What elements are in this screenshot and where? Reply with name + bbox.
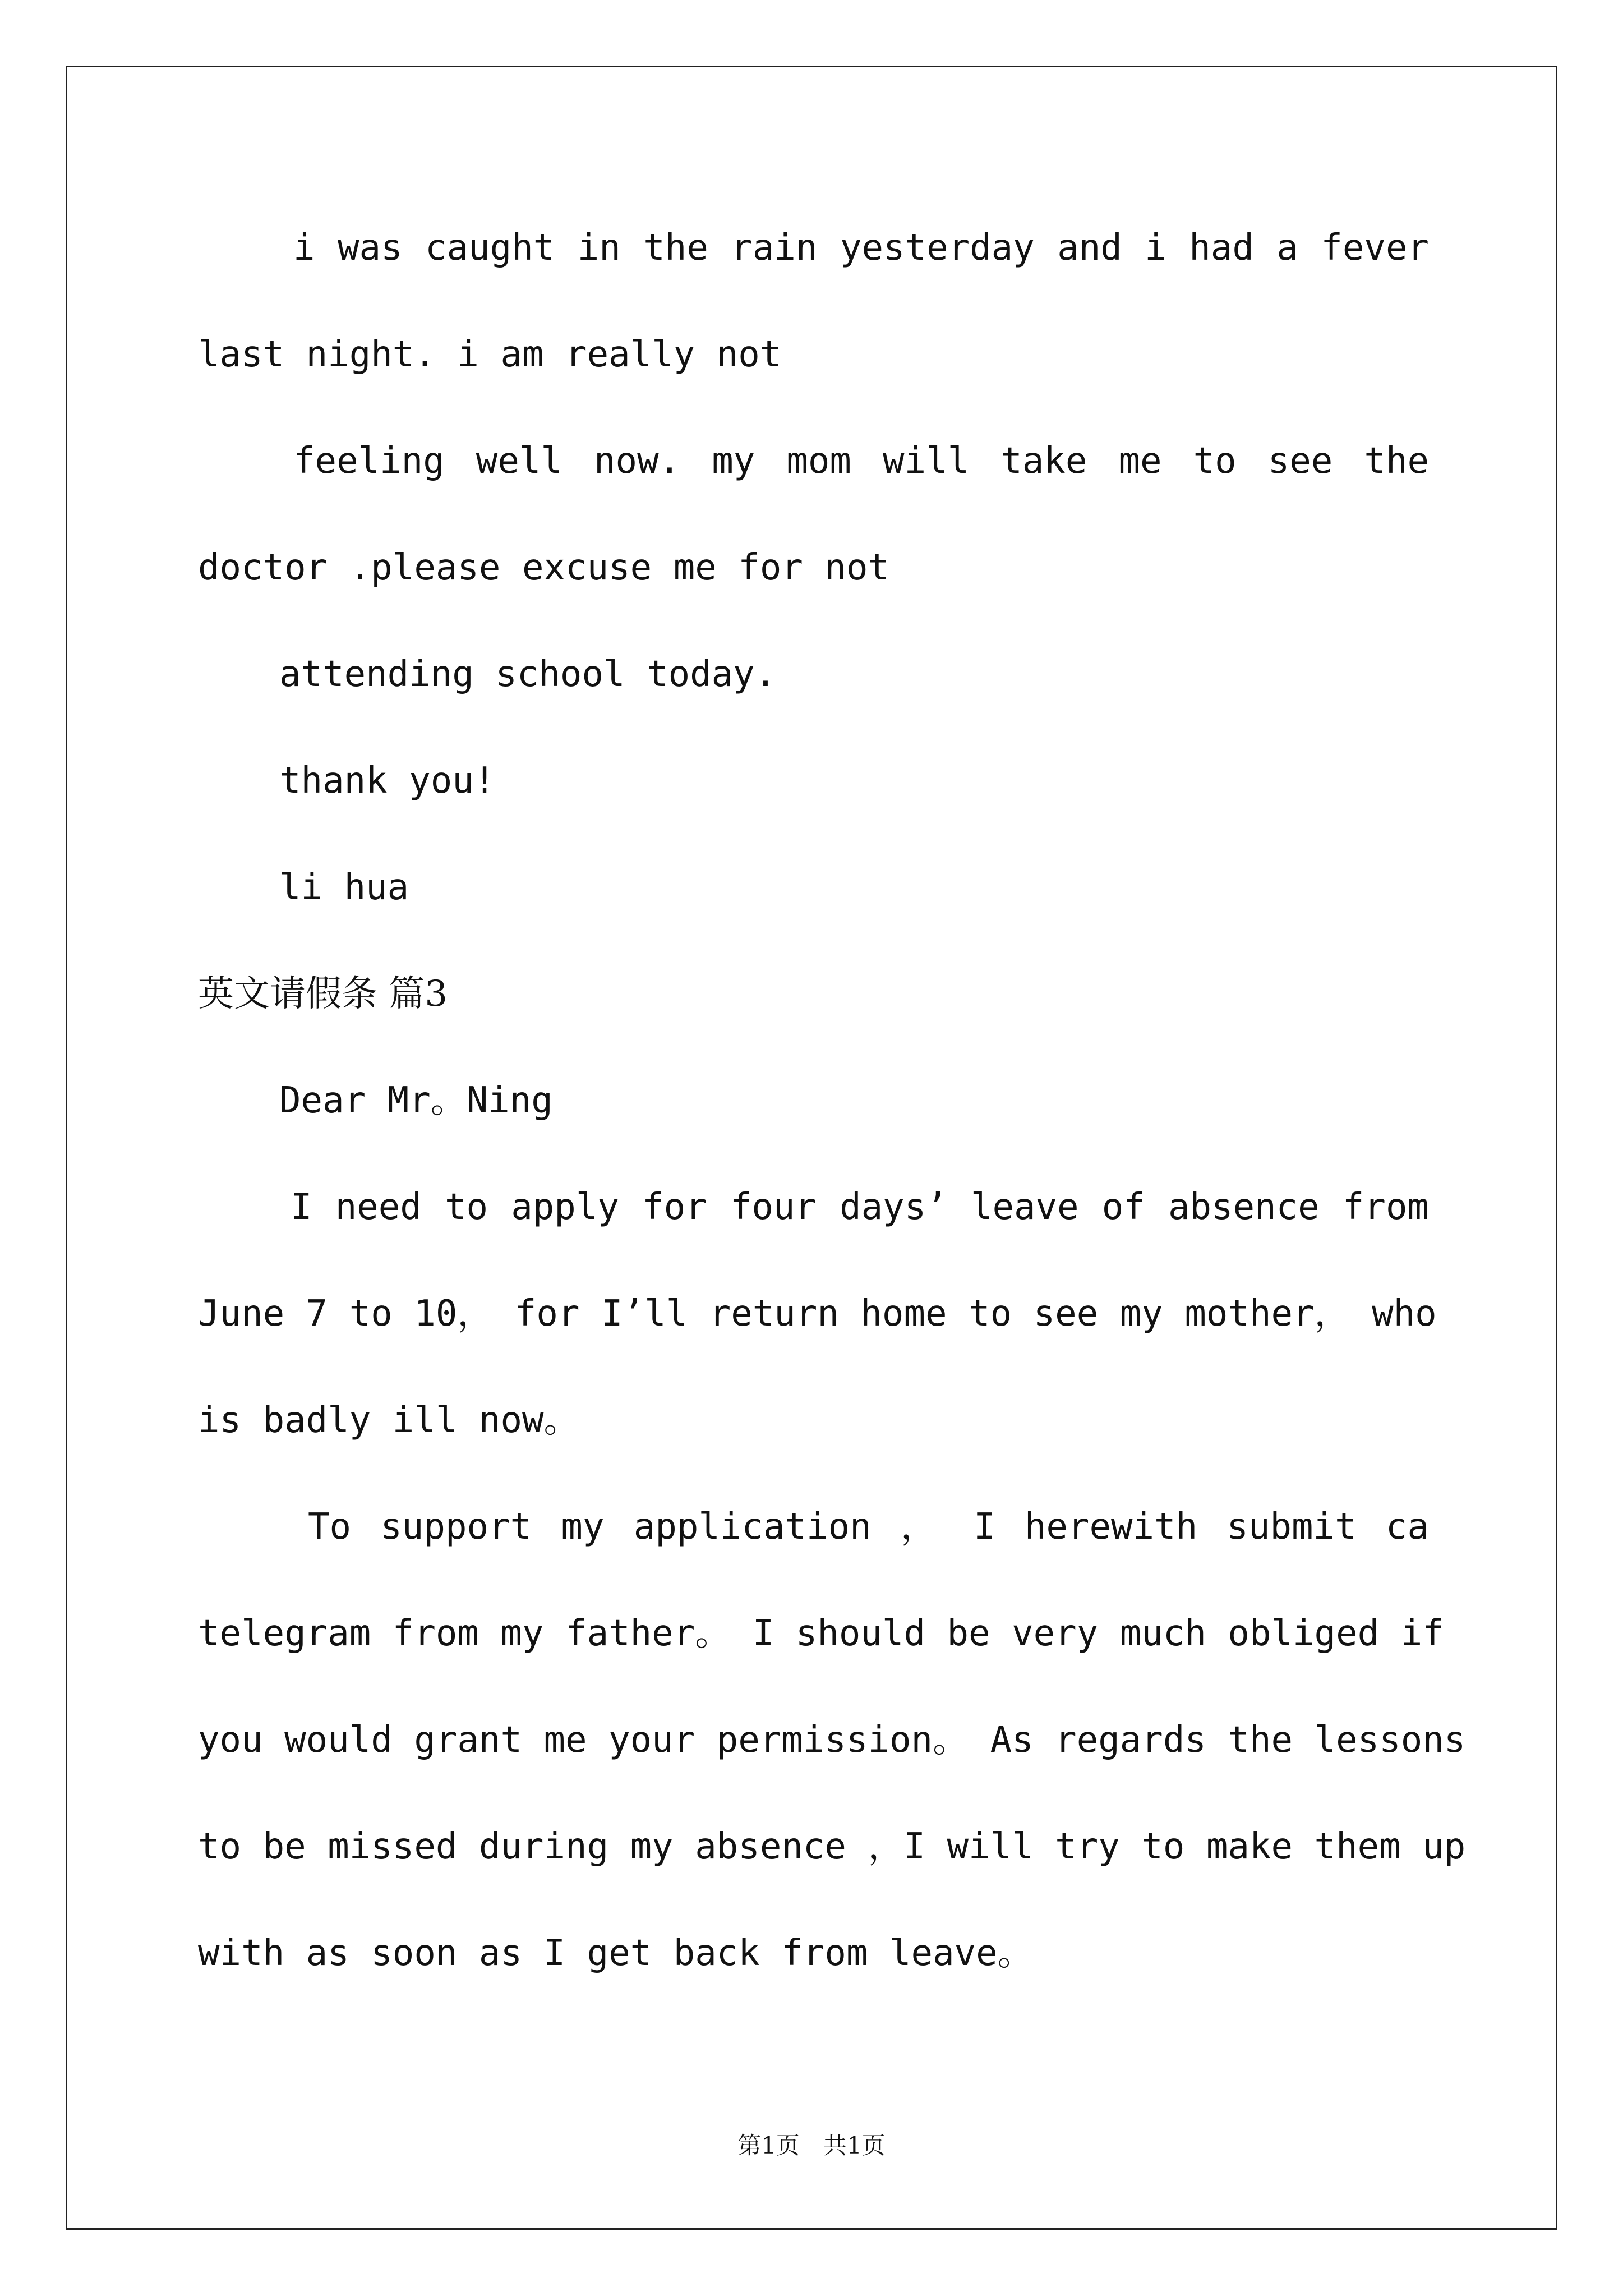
paragraph-line: last night. i am really not [198, 334, 782, 375]
paragraph-line: I need to apply for four days’ leave of absence from [291, 1186, 1429, 1228]
paragraph-line: you would grant me your permission。 As regards the lessons [198, 1719, 1466, 1761]
section-heading: 英文请假条 篇3 [198, 973, 448, 1015]
paragraph-line: June 7 to 10， for I’ll return home to see my mother， who [198, 1293, 1437, 1335]
paragraph-line: To support my application ， I herewith submit ca [308, 1506, 1429, 1548]
paragraph-line: attending school today. [279, 654, 777, 695]
paragraph-line: i was caught in the rain yesterday and i had a fever [293, 227, 1429, 269]
signature-line: li hua [279, 867, 409, 908]
salutation-line: Dear Mr。Ning [279, 1080, 553, 1121]
paragraph-line: is badly ill now。 [198, 1400, 580, 1441]
paragraph-line: with as soon as I get back from leave。 [198, 1932, 1034, 1974]
paragraph-line: telegram from my father。 I should be very much obliged if [198, 1613, 1444, 1654]
page-number-footer: 第1页 共1页 [737, 2132, 886, 2159]
document-body [198, 213, 1466, 2025]
paragraph-line: to be missed during my absence ，I will try to make them up [198, 1826, 1466, 1867]
closing-line: thank you! [279, 760, 496, 802]
paragraph-line: doctor .please excuse me for not [198, 547, 889, 588]
paragraph-line: feeling well now. my mom will take me to see the [293, 440, 1429, 482]
